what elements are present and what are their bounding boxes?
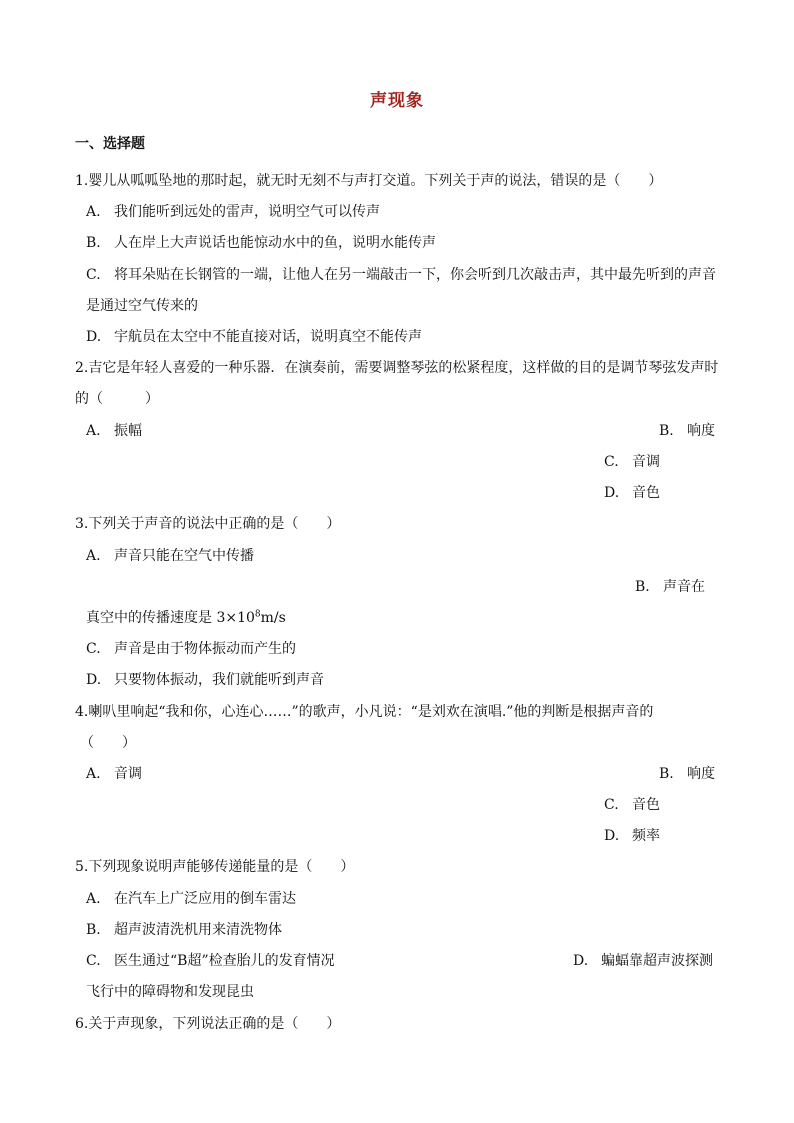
option-letter: A. xyxy=(86,891,101,907)
option-text: 真空中的传播速度是 3×10 xyxy=(86,610,255,626)
question-1-option-c-continued: 是通过空气传来的 xyxy=(86,298,198,314)
option-text: 声音只能在空气中传播 xyxy=(114,548,254,564)
option-letter: C. xyxy=(86,641,101,657)
option-letter: C. xyxy=(604,797,619,813)
question-1-option-b[interactable] xyxy=(86,235,436,251)
question-1-option-d[interactable] xyxy=(86,329,422,345)
question-5-option-b[interactable] xyxy=(86,922,282,938)
option-text: 响度 xyxy=(687,423,715,439)
option-text: 超声波清洗机用来清洗物体 xyxy=(114,922,282,938)
option-letter: D. xyxy=(86,329,102,345)
option-letter: A. xyxy=(86,766,101,782)
option-letter: D. xyxy=(604,828,620,844)
option-text: 将耳朵贴在长钢管的一端，让他人在另一端敲击一下，你会听到几次敲击声，其中最先听到的声音 xyxy=(114,267,716,283)
option-text: 音调 xyxy=(632,454,660,470)
unit: m/s xyxy=(260,610,286,626)
option-text: 我们能听到远处的雷声，说明空气可以传声 xyxy=(114,204,380,220)
option-letter: C. xyxy=(86,267,101,283)
option-text: 响度 xyxy=(687,766,715,782)
question-3-stem: 3.下列关于声音的说法中正确的是（ ） xyxy=(75,516,341,532)
question-2-option-d[interactable] xyxy=(604,485,660,501)
option-letter: A. xyxy=(86,423,101,439)
option-text: 只要物体振动，我们就能听到声音 xyxy=(114,672,324,688)
option-letter: B. xyxy=(659,766,674,782)
question-3-option-b-continued xyxy=(86,610,286,626)
option-letter: B. xyxy=(659,423,674,439)
option-letter: B. xyxy=(635,579,650,595)
question-5-option-d[interactable] xyxy=(573,953,713,969)
option-letter: D. xyxy=(86,672,102,688)
option-letter: B. xyxy=(86,922,101,938)
question-1-stem: 1.婴儿从呱呱坠地的那时起，就无时无刻不与声打交道。下列关于声的说法，错误的是（ ） xyxy=(75,173,663,189)
question-3-option-a[interactable] xyxy=(86,548,254,564)
option-letter: D. xyxy=(604,485,620,501)
question-2-option-b[interactable] xyxy=(659,423,715,439)
question-6-stem: 6.关于声现象，下列说法正确的是（ ） xyxy=(75,1016,341,1032)
option-text: 声音在 xyxy=(663,579,705,595)
question-4-stem-continued: （ ） xyxy=(80,735,136,751)
question-5-option-d-continued: 飞行中的障碍物和发现昆虫 xyxy=(86,984,254,1000)
question-1-option-a[interactable] xyxy=(86,204,380,220)
question-3-option-b[interactable] xyxy=(635,579,705,595)
question-2-option-a[interactable] xyxy=(86,423,142,439)
question-5-stem: 5.下列现象说明声能够传递能量的是（ ） xyxy=(75,859,355,875)
option-letter: C. xyxy=(604,454,619,470)
option-text: 音调 xyxy=(114,766,142,782)
question-3-option-d[interactable] xyxy=(86,672,324,688)
option-letter: D. xyxy=(573,953,589,969)
option-text: 音色 xyxy=(632,485,660,501)
option-text: 人在岸上大声说话也能惊动水中的鱼，说明水能传声 xyxy=(114,235,436,251)
option-letter: A. xyxy=(86,548,101,564)
option-text: 蝙蝠靠超声波探测 xyxy=(601,953,713,969)
question-1-option-c[interactable] xyxy=(86,267,716,283)
question-4-option-c[interactable] xyxy=(604,797,660,813)
question-2-option-c[interactable] xyxy=(604,454,660,470)
question-5-option-a[interactable] xyxy=(86,891,296,907)
option-text: 在汽车上广泛应用的倒车雷达 xyxy=(114,891,296,907)
option-text: 医生通过“B超”检查胎儿的发育情况 xyxy=(114,953,335,969)
section-heading: 一、选择题 xyxy=(75,136,145,152)
option-letter: A. xyxy=(86,204,101,220)
option-text: 频率 xyxy=(632,828,660,844)
option-text: 振幅 xyxy=(114,423,142,439)
exponent: 8 xyxy=(254,609,261,620)
option-letter: B. xyxy=(86,235,101,251)
option-letter: C. xyxy=(86,953,101,969)
question-2-stem-continued: 的（ ） xyxy=(75,391,159,407)
question-5-option-c[interactable] xyxy=(86,953,335,969)
option-text: 宇航员在太空中不能直接对话，说明真空不能传声 xyxy=(114,329,422,345)
page-title: 声现象 xyxy=(370,91,424,111)
question-2-stem: 2.吉它是年轻人喜爱的一种乐器．在演奏前，需要调整琴弦的松紧程度，这样做的目的是调节琴弦发声时 xyxy=(75,360,719,376)
question-4-option-d[interactable] xyxy=(604,828,660,844)
option-text: 音色 xyxy=(632,797,660,813)
question-4-option-b[interactable] xyxy=(659,766,715,782)
question-3-option-c[interactable] xyxy=(86,641,296,657)
question-4-option-a[interactable] xyxy=(86,766,142,782)
question-4-stem: 4.喇叭里响起“我和你，心连心……”的歌声，小凡说：“是刘欢在演唱.”他的判断是根据声音的 xyxy=(75,704,654,720)
option-text: 声音是由于物体振动而产生的 xyxy=(114,641,296,657)
